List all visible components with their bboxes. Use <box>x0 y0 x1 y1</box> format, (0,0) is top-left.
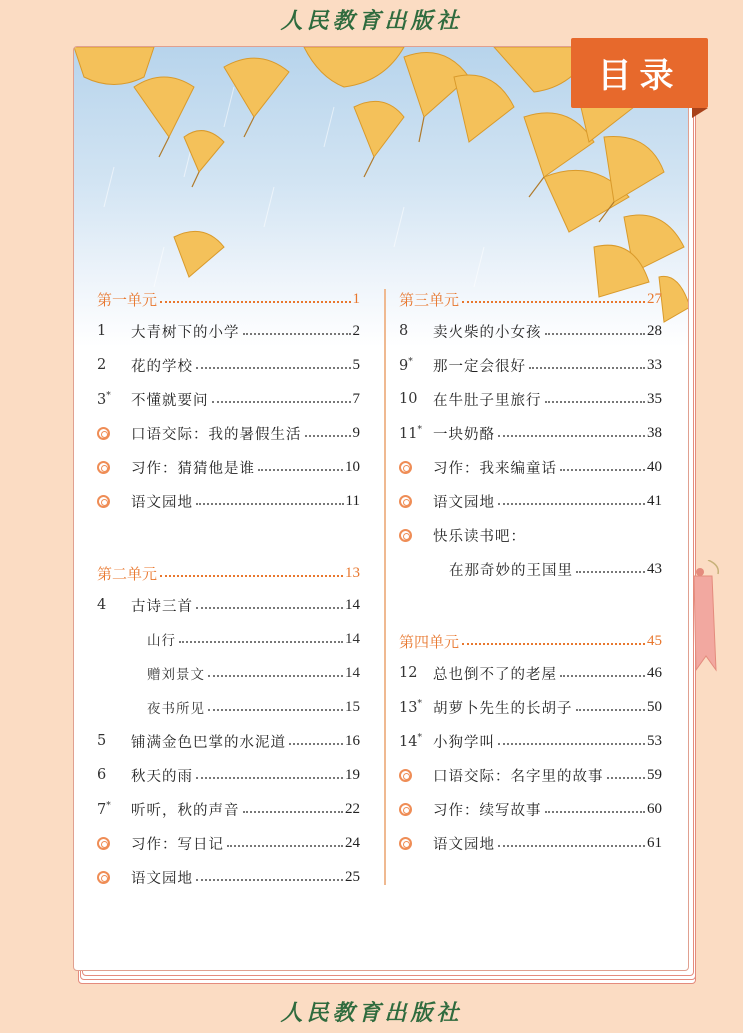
toc-entry[interactable] <box>97 450 360 484</box>
toc-entry[interactable] <box>399 690 662 724</box>
entry-title: 铺满金色巴掌的水泥道 <box>131 734 286 751</box>
publisher-header: 人民教育出版社 <box>280 8 463 34</box>
lesson-number-text: 14 <box>399 733 418 750</box>
page-number: 45 <box>647 632 662 649</box>
page-number: 27 <box>647 290 662 307</box>
leader-dots <box>545 333 646 335</box>
double-ring-icon <box>97 461 131 474</box>
toc-entry[interactable] <box>97 758 360 792</box>
entry-title: 山行 <box>147 633 176 649</box>
page-number: 24 <box>345 834 360 851</box>
lesson-number-text: 7 <box>97 801 107 818</box>
entry-title: 在那奇妙的王国里 <box>449 562 573 579</box>
unit-title: 第一单元 <box>97 290 158 309</box>
leader-dots <box>160 575 343 577</box>
double-ring-icon <box>97 427 131 440</box>
leader-dots <box>258 469 343 471</box>
page-number: 25 <box>345 868 360 885</box>
lesson-number <box>399 391 433 407</box>
double-ring-icon <box>399 769 433 782</box>
page-number: 10 <box>345 458 360 475</box>
leader-dots <box>196 367 351 369</box>
entry-title: 那一定会很好 <box>433 358 526 375</box>
toc-entry[interactable] <box>399 552 662 586</box>
entry-title: 快乐读书吧： <box>433 528 526 545</box>
leader-dots <box>208 709 343 711</box>
toc-entry[interactable] <box>399 450 662 484</box>
entry-title: 口语交际：我的暑假生活 <box>131 426 302 443</box>
toc-entry[interactable] <box>399 484 662 518</box>
lesson-number <box>97 357 131 373</box>
unit-title: 第三单元 <box>399 290 460 309</box>
toc-entry[interactable] <box>97 588 360 622</box>
entry-title: 不懂就要问 <box>131 392 209 409</box>
entry-title: 语文园地 <box>131 870 193 887</box>
optional-star: * <box>417 698 422 709</box>
lesson-number-text: 13 <box>399 699 418 716</box>
leader-dots <box>208 675 343 677</box>
entry-title: 夜书所见 <box>147 701 205 717</box>
double-ring-icon <box>399 529 433 542</box>
entry-title: 小狗学叫 <box>433 734 495 751</box>
toc-entry[interactable] <box>399 656 662 690</box>
leader-dots <box>545 811 646 813</box>
toc-entry[interactable] <box>97 484 360 518</box>
optional-star: * <box>417 424 422 435</box>
entry-title: 习作：猜猜他是谁 <box>131 460 255 477</box>
leader-dots <box>212 401 351 403</box>
page-number: 40 <box>647 458 662 475</box>
unit-title: 第四单元 <box>399 632 460 651</box>
leader-dots <box>576 571 645 573</box>
page-number: 11 <box>345 492 360 509</box>
double-ring-icon <box>399 803 433 816</box>
entry-title: 总也倒不了的老屋 <box>433 666 557 683</box>
page-number: 53 <box>647 732 662 749</box>
toc-entry[interactable] <box>399 826 662 860</box>
optional-star: * <box>106 800 111 811</box>
leader-dots <box>160 301 350 303</box>
page-number: 22 <box>345 800 360 817</box>
leader-dots <box>243 333 351 335</box>
page-number: 46 <box>647 664 662 681</box>
toc-entry[interactable] <box>399 416 662 450</box>
page-number: 38 <box>647 424 662 441</box>
toc-entry[interactable] <box>399 382 662 416</box>
toc-entry[interactable] <box>97 724 360 758</box>
leader-dots <box>243 811 344 813</box>
page-number: 16 <box>345 732 360 749</box>
leader-dots <box>498 503 645 505</box>
leader-dots <box>179 641 343 643</box>
page-number: 14 <box>345 664 360 681</box>
page-number: 5 <box>352 356 360 373</box>
double-ring-icon <box>399 495 433 508</box>
double-ring-icon <box>97 495 131 508</box>
lesson-number <box>97 767 131 783</box>
leader-dots <box>545 401 646 403</box>
page-number: 59 <box>647 766 662 783</box>
page-number: 41 <box>647 492 662 509</box>
entry-title: 卖火柴的小女孩 <box>433 324 542 341</box>
entry-title: 习作：写日记 <box>131 836 224 853</box>
toc-entry[interactable] <box>97 860 360 894</box>
lesson-number <box>97 597 131 613</box>
tag-fold <box>692 108 708 118</box>
toc-subentry[interactable] <box>97 622 360 656</box>
page-number: 14 <box>345 630 360 647</box>
lesson-number-text: 11 <box>399 425 418 442</box>
page-number: 19 <box>345 766 360 783</box>
toc-entry[interactable] <box>97 314 360 348</box>
leader-dots <box>289 743 343 745</box>
leader-dots <box>196 879 343 881</box>
toc-title: 目录 <box>597 56 682 96</box>
toc-subentry[interactable] <box>97 690 360 724</box>
lesson-number-text: 1 <box>97 323 107 339</box>
leader-dots <box>196 607 343 609</box>
lesson-number-text: 3 <box>97 391 107 408</box>
leader-dots <box>560 469 645 471</box>
page-number: 61 <box>647 834 662 851</box>
leader-dots <box>462 643 645 645</box>
toc-entry[interactable] <box>97 826 360 860</box>
entry-title: 大青树下的小学 <box>131 324 240 341</box>
lesson-number <box>399 699 433 716</box>
page-number: 35 <box>647 390 662 407</box>
leader-dots <box>576 709 646 711</box>
leader-dots <box>498 743 645 745</box>
lesson-number-text: 5 <box>97 733 107 749</box>
entry-title: 古诗三首 <box>131 598 193 615</box>
lesson-number <box>399 323 433 339</box>
leader-dots <box>462 301 645 303</box>
page-number: 2 <box>352 322 360 339</box>
page-number: 33 <box>647 356 662 373</box>
entry-title: 习作：我来编童话 <box>433 460 557 477</box>
lesson-number <box>97 733 131 749</box>
toc-entry[interactable] <box>399 724 662 758</box>
toc-tag <box>571 38 708 108</box>
unit-heading[interactable] <box>97 284 360 314</box>
lesson-number <box>399 357 433 374</box>
leader-dots <box>196 503 344 505</box>
entry-title: 在牛肚子里旅行 <box>433 392 542 409</box>
entry-title: 秋天的雨 <box>131 768 193 785</box>
lesson-number-text: 8 <box>399 323 409 339</box>
toc-entry[interactable] <box>399 348 662 382</box>
lesson-number-text: 2 <box>97 357 107 373</box>
double-ring-icon <box>399 461 433 474</box>
unit-heading[interactable] <box>399 284 662 314</box>
toc-subentry[interactable] <box>97 656 360 690</box>
entry-title: 习作：续写故事 <box>433 802 542 819</box>
lesson-number <box>399 425 433 442</box>
toc-right-column <box>399 284 662 860</box>
toc-left-column <box>97 284 360 894</box>
entry-title: 语文园地 <box>433 494 495 511</box>
unit-title: 第二单元 <box>97 564 158 583</box>
entry-title: 口语交际：名字里的故事 <box>433 768 604 785</box>
entry-title: 语文园地 <box>131 494 193 511</box>
leader-dots <box>529 367 645 369</box>
entry-title: 一块奶酪 <box>433 426 495 443</box>
lesson-number-text: 4 <box>97 597 107 613</box>
leader-dots <box>227 845 343 847</box>
publisher-footer: 人民教育出版社 <box>280 1000 463 1026</box>
leader-dots <box>560 675 645 677</box>
page-number: 7 <box>352 390 360 407</box>
lesson-number <box>399 733 433 750</box>
leader-dots <box>196 777 343 779</box>
page-number: 50 <box>647 698 662 715</box>
lesson-number <box>97 801 131 818</box>
toc-entry[interactable] <box>97 792 360 826</box>
leader-dots <box>607 777 646 779</box>
entry-title: 花的学校 <box>131 358 193 375</box>
lesson-number-text: 10 <box>399 391 418 407</box>
unit-heading[interactable] <box>399 626 662 656</box>
double-ring-icon <box>97 871 131 884</box>
toc-entry[interactable] <box>399 314 662 348</box>
page-number: 14 <box>345 596 360 613</box>
column-divider <box>384 289 386 885</box>
entry-title: 语文园地 <box>433 836 495 853</box>
toc-entry[interactable] <box>97 382 360 416</box>
lesson-number <box>399 665 433 681</box>
entry-title: 赠刘景文 <box>147 667 205 683</box>
lesson-number <box>97 391 131 408</box>
optional-star: * <box>408 356 413 367</box>
entry-title: 胡萝卜先生的长胡子 <box>433 700 573 717</box>
toc-entry[interactable] <box>399 758 662 792</box>
toc-entry[interactable] <box>97 348 360 382</box>
page-number: 15 <box>345 698 360 715</box>
page-number: 13 <box>345 564 360 581</box>
lesson-number-text: 9 <box>399 357 409 374</box>
page-number: 9 <box>352 424 360 441</box>
toc-entry[interactable] <box>97 416 360 450</box>
leader-dots <box>305 435 351 437</box>
double-ring-icon <box>399 837 433 850</box>
lesson-number-text: 12 <box>399 665 418 681</box>
leader-dots <box>498 435 645 437</box>
bookmark-tassel-icon <box>690 560 730 684</box>
unit-heading[interactable] <box>97 558 360 588</box>
page-number: 28 <box>647 322 662 339</box>
toc-entry[interactable] <box>399 792 662 826</box>
optional-star: * <box>417 732 422 743</box>
lesson-number <box>97 323 131 339</box>
page-number: 60 <box>647 800 662 817</box>
page-number: 1 <box>352 290 360 307</box>
optional-star: * <box>106 390 111 401</box>
lesson-number-text: 6 <box>97 767 107 783</box>
double-ring-icon <box>97 837 131 850</box>
leader-dots <box>498 845 645 847</box>
page-number: 43 <box>647 560 662 577</box>
toc-entry[interactable] <box>399 518 662 552</box>
entry-title: 听听，秋的声音 <box>131 802 240 819</box>
